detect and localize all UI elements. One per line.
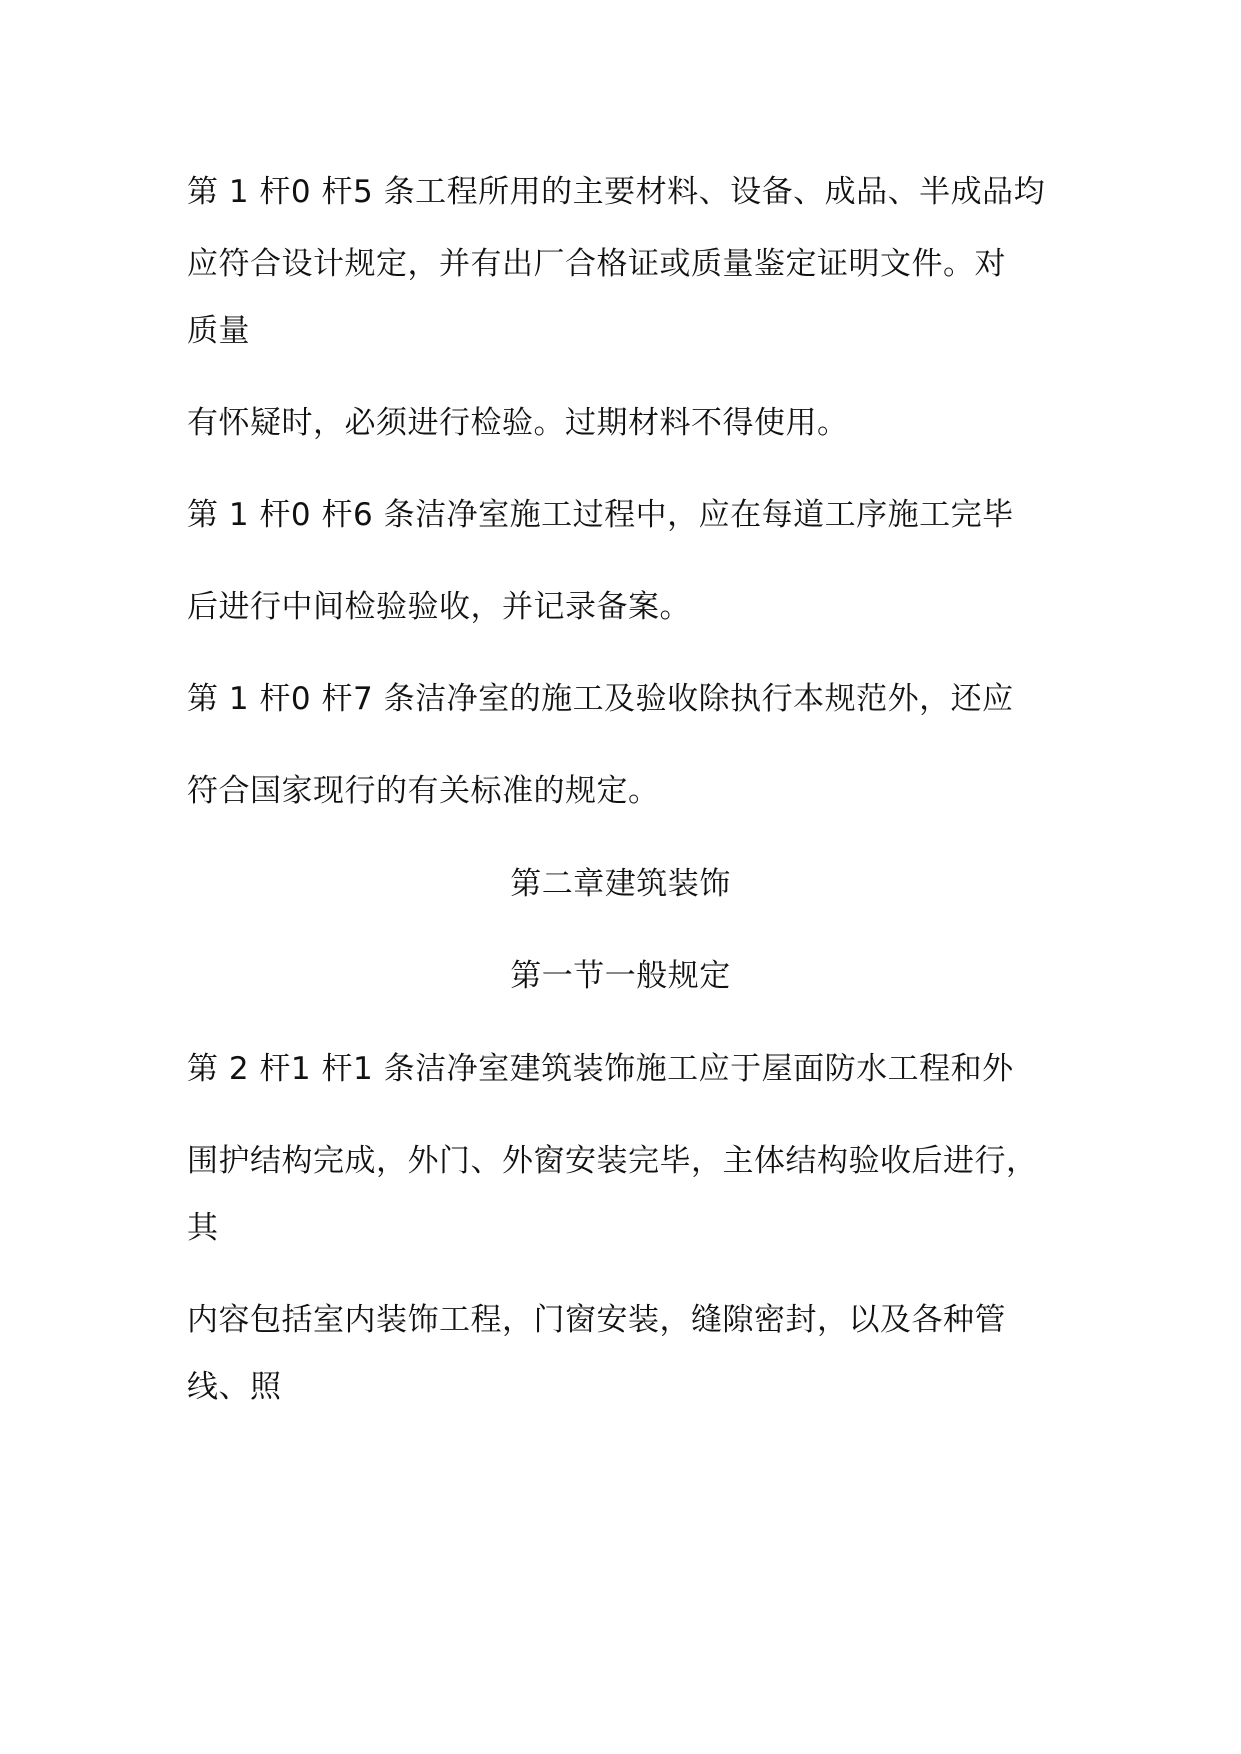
- text-line-clause-1-0-5: 第 1 杆0 杆5 条工程所用的主要材料、设备、成品、半成品均: [187, 174, 1046, 210]
- text-line: 其: [187, 1210, 219, 1246]
- text-line: 质量: [187, 313, 250, 349]
- text-line: 应符合设计规定，并有出厂合格证或质量鉴定证明文件。对: [187, 246, 1006, 282]
- text-line: 围护结构完成，外门、外窗安装完毕，主体结构验收后进行，: [187, 1143, 1038, 1179]
- text-line: 内容包括室内装饰工程，门窗安装，缝隙密封，以及各种管: [187, 1302, 1006, 1338]
- text-line: 符合国家现行的有关标准的规定。: [187, 773, 660, 809]
- text-line: 有怀疑时，必须进行检验。过期材料不得使用。: [187, 405, 849, 441]
- chapter-heading: 第二章建筑装饰: [510, 866, 731, 902]
- text-line-clause-1-0-7: 第 1 杆0 杆7 条洁净室的施工及验收除执行本规范外，还应: [187, 681, 1014, 717]
- section-heading: 第一节一般规定: [510, 958, 731, 994]
- text-line: 线、照: [187, 1369, 282, 1405]
- text-line: 后进行中间检验验收，并记录备案。: [187, 589, 691, 625]
- text-line-clause-1-0-6: 第 1 杆0 杆6 条洁净室施工过程中，应在每道工序施工完毕: [187, 497, 1014, 533]
- text-line-clause-2-1-1: 第 2 杆1 杆1 条洁净室建筑装饰施工应于屋面防水工程和外: [187, 1051, 1014, 1087]
